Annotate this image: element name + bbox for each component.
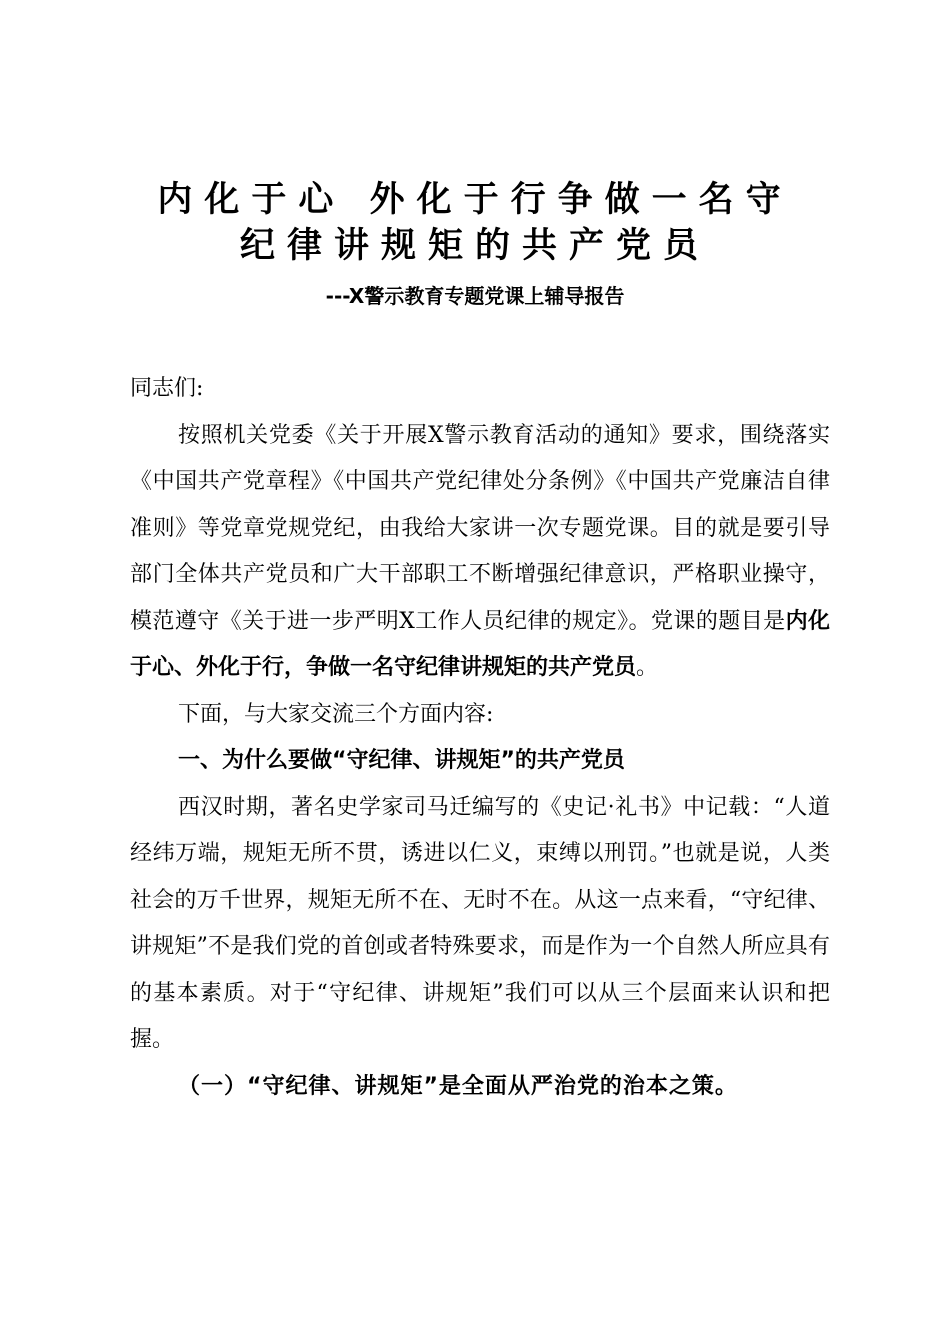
lecture-topic: 内化于心、外化于行，争做一名守纪律讲规矩的共产党员 [130, 608, 830, 680]
paragraph-intro-text: 按照机关党委《关于开展X警示教育活动的通知》要求，围绕落实《中国共产党章程》《中国共产党纪律处分条例》《中国共产党廉洁自律准则》等党章党规党纪，由我给大家讲一次专题党课。目的就是要引导部门全体共产党员和广大干部职工不断增强纪律意识，严格职业操守，模范遵守《关于进一步严明X工作人员纪律的规定》。党课的题目是 [130, 422, 830, 634]
paragraph-history: 西汉时期，著名史学家司马迁编写的《史记·礼书》中记载：“人道经纬万端，规矩无所不贯，诱进以仁义，束缚以刑罚。”也就是说，人类社会的万千世界，规矩无所不在、无时不在。从这一点来看，“守纪律、讲规矩”不是我们党的首创或者特殊要求，而是作为一个自然人所应具有的基本素质。对于“守纪律、讲规矩”我们可以从三个层面来认识和把握。 [130, 794, 830, 1052]
document-title-line-2: 纪律讲规矩的共产党员 [239, 226, 710, 266]
paragraph-overview: 下面，与大家交流三个方面内容: [178, 701, 494, 727]
document-body [130, 366, 830, 1110]
document-subtitle: ---X警示教育专题党课上辅导报告 [325, 284, 625, 308]
paragraph-intro-end: 。 [636, 655, 659, 680]
document-title-line-1: 内化于心 外化于行争做一名守 [157, 180, 793, 220]
salutation: 同志们: [130, 376, 204, 401]
section-heading-1: 一、为什么要做“守纪律、讲规矩”的共产党员 [178, 748, 625, 773]
subsection-heading-1: （一）“守纪律、讲规矩”是全面从严治党的治本之策。 [178, 1073, 738, 1099]
paragraph-intro [130, 413, 830, 692]
